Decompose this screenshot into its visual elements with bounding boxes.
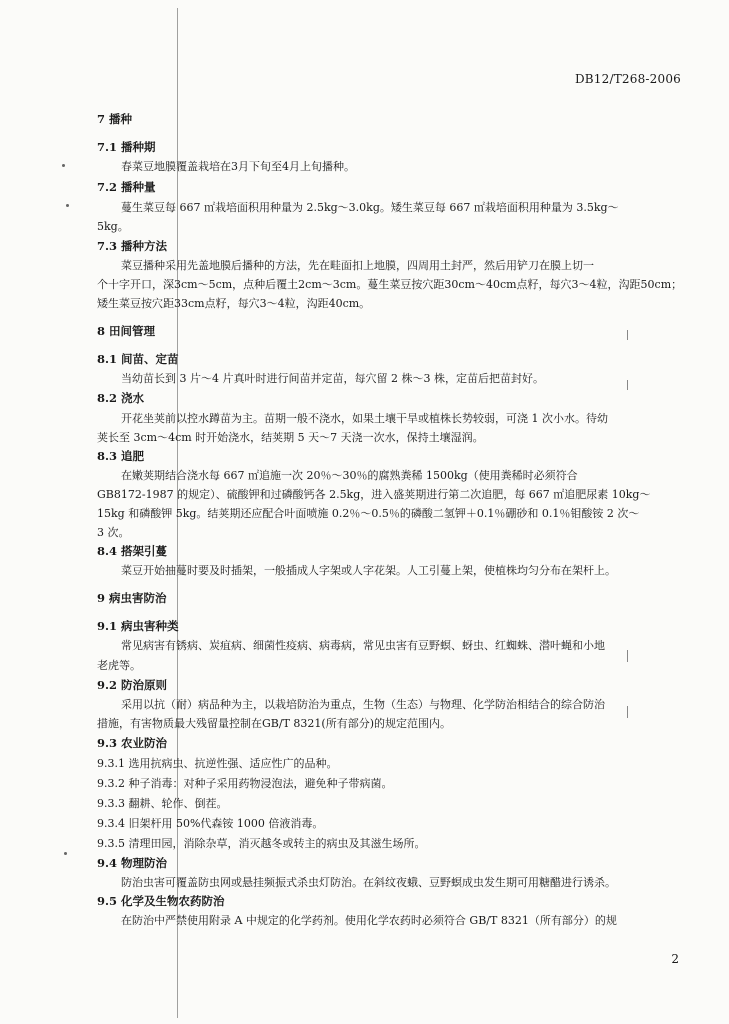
scan-speck xyxy=(66,204,69,207)
page-number: 2 xyxy=(671,952,679,966)
paragraph-line: 常见病害有锈病、炭疽病、细菌性疫病、病毒病，常见虫害有豆野螟、蚜虫、红蜘蛛、潜叶蝇和小地 xyxy=(121,639,605,652)
paragraph-line: 蔓生菜豆每 667 ㎡栽培面积用种量为 2.5kg～3.0kg。矮生菜豆每 667 ㎡栽培面积用种量为 3.5kg～ xyxy=(121,201,619,214)
paragraph-line: 9.3.4 旧架杆用 50%代森铵 1000 倍液消毒。 xyxy=(97,817,324,830)
section-heading: 7 播种 xyxy=(97,112,133,126)
paragraph-line: 3 次。 xyxy=(97,526,130,539)
paragraph-line: 个十字开口，深3cm～5cm，点种后覆土2cm～3cm。蔓生菜豆按穴距30cm～40cm点籽，每穴3～4粒，沟距50cm； xyxy=(97,278,683,291)
paragraph-line: 菜豆开始抽蔓时要及时插架，一般插成人字架或人字花架。人工引蔓上架，使植株均匀分布在架杆上。 xyxy=(121,564,616,577)
paragraph-line: 9.3.5 清理田园，消除杂草，消灭越冬或转主的病虫及其滋生场所。 xyxy=(97,837,426,850)
section-heading: 9.4 物理防治 xyxy=(97,856,168,870)
paragraph-line: 措施，有害物质最大残留量控制在GB/T 8321(所有部分)的规定范围内。 xyxy=(97,717,451,730)
paragraph-line: 春菜豆地膜覆盖栽培在3月下旬至4月上旬播种。 xyxy=(121,160,355,173)
document-id-header: DB12/T268-2006 xyxy=(574,72,681,86)
section-heading: 8.4 搭架引蔓 xyxy=(97,544,168,558)
paragraph-line: 矮生菜豆按穴距33cm点籽，每穴3～4粒，沟距40cm。 xyxy=(97,297,371,310)
paragraph-line: 5kg。 xyxy=(97,220,129,233)
section-heading: 7.2 播种量 xyxy=(97,180,156,194)
paragraph-line: 在防治中严禁使用附录 A 中规定的化学药剂。使用化学农药时必须符合 GB/T 8321（所有部分）的规 xyxy=(121,914,617,927)
scan-mark xyxy=(627,650,628,662)
section-heading: 7.3 播种方法 xyxy=(97,239,168,253)
paragraph-line: 15kg 和磷酸钾 5kg。结荚期还应配合叶面喷施 0.2％～0.5％的磷酸二氢钾＋0.1％硼砂和 0.1％钼酸铵 2 次～ xyxy=(97,507,640,520)
paragraph-line: 荚长至 3cm～4cm 时开始浇水，结荚期 5 天～7 天浇一次水，保持土壤湿润。 xyxy=(97,431,484,444)
scan-speck xyxy=(64,852,67,855)
scan-mark xyxy=(627,380,628,390)
scan-mark xyxy=(627,330,628,340)
paragraph-line: GB8172-1987 的规定）、硫酸钾和过磷酸钙各 2.5kg，进入盛荚期进行第二次追肥，每 667 ㎡追肥尿素 10kg～ xyxy=(97,488,651,501)
paragraph-line: 防治虫害可覆盖防虫网或悬挂频振式杀虫灯防治。在斜纹夜蛾、豆野螟成虫发生期可用糖醋进行诱杀。 xyxy=(121,876,616,889)
scan-mark xyxy=(627,706,628,718)
scan-speck xyxy=(62,164,65,167)
paragraph-line: 在嫩荚期结合浇水每 667 ㎡追施一次 20％～30％的腐熟粪稀 1500kg（使用粪稀时必须符合 xyxy=(121,469,578,482)
section-heading: 8.1 间苗、定苗 xyxy=(97,352,179,366)
paragraph-line: 采用以抗（耐）病品种为主，以栽培防治为重点，生物（生态）与物理、化学防治相结合的综合防治 xyxy=(121,698,605,711)
paragraph-line: 开花坐荚前以控水蹲苗为主。苗期一般不浇水，如果土壤干旱或植株长势较弱，可浇 1 次小水。待幼 xyxy=(121,412,608,425)
section-heading: 8.2 浇水 xyxy=(97,391,145,405)
section-heading: 9.3 农业防治 xyxy=(97,736,168,750)
paragraph-line: 菜豆播种采用先盖地膜后播种的方法，先在畦面扣上地膜，四周用土封严，然后用铲刀在膜上切一 xyxy=(121,259,594,272)
paragraph-line: 9.3.2 种子消毒：对种子采用药物浸泡法，避免种子带病菌。 xyxy=(97,777,393,790)
section-heading: 7.1 播种期 xyxy=(97,140,156,154)
section-heading: 9.5 化学及生物农药防治 xyxy=(97,894,225,908)
paragraph-line: 9.3.1 选用抗病虫、抗逆性强、适应性广的品种。 xyxy=(97,757,338,770)
section-heading: 9.1 病虫害种类 xyxy=(97,619,179,633)
section-heading: 9.2 防治原则 xyxy=(97,678,168,692)
section-heading: 8.3 追肥 xyxy=(97,449,145,463)
paragraph-line: 当幼苗长到 3 片～4 片真叶时进行间苗并定苗，每穴留 2 株～3 株，定苗后把苗封好。 xyxy=(121,372,544,385)
section-heading: 8 田间管理 xyxy=(97,324,156,338)
paragraph-line: 9.3.3 翻耕、轮作、倒茬。 xyxy=(97,797,228,810)
paragraph-line: 老虎等。 xyxy=(97,659,141,672)
section-heading: 9 病虫害防治 xyxy=(97,591,167,605)
